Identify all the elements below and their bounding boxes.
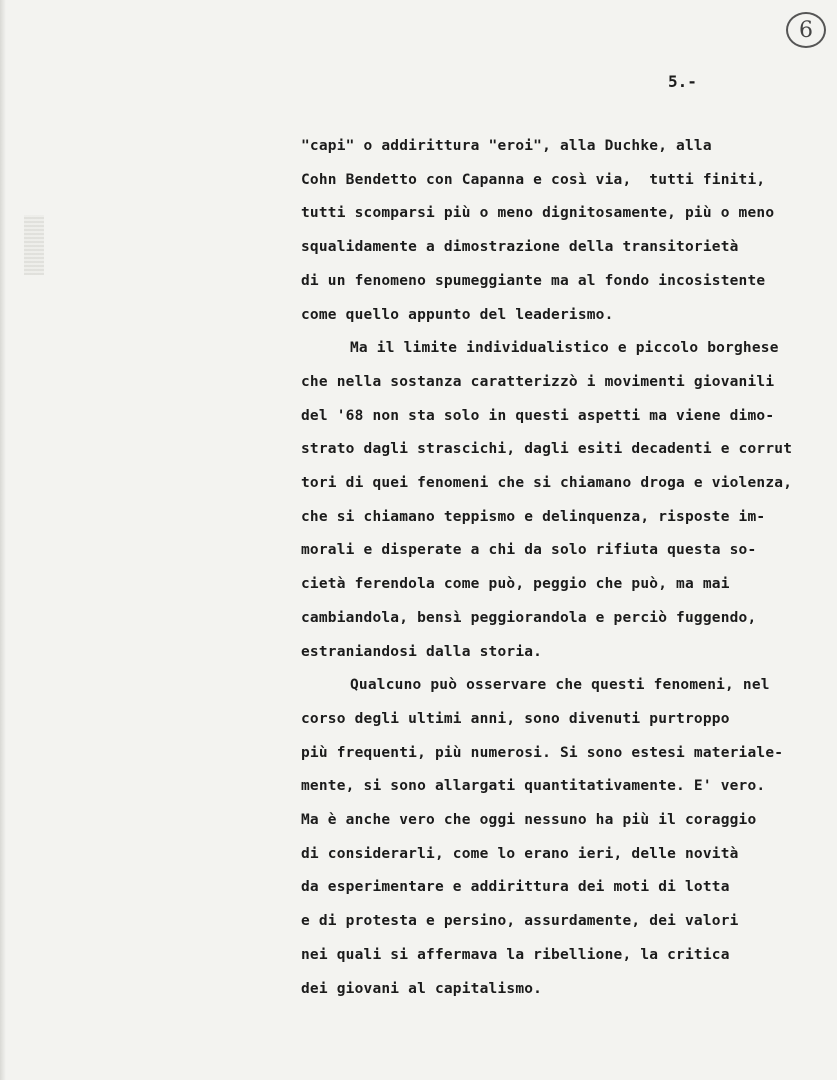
text-line: e di protesta e persino, assurdamente, dei valori — [301, 913, 739, 929]
text-line: morali e disperate a chi da solo rifiuta questa so- — [301, 542, 757, 558]
text-line: estraniandosi dalla storia. — [301, 644, 543, 660]
text-line: cietà ferendola come può, peggio che può, ma mai — [301, 576, 730, 592]
text-line: Ma il limite individualistico e piccolo borghese — [350, 340, 779, 356]
text-line: strato dagli strascichi, dagli esiti decadenti e corrut — [301, 441, 793, 457]
text-line: tutti scomparsi più o meno dignitosamente, più o meno — [301, 205, 775, 221]
text-line: mente, si sono allargati quantitativamente. E' vero. — [301, 778, 766, 794]
text-line: da esperimentare e addirittura dei moti di lotta — [301, 879, 730, 895]
text-line: del '68 non sta solo in questi aspetti ma viene dimo- — [301, 408, 775, 424]
text-line: di un fenomeno spumeggiante ma al fondo incosistente — [301, 273, 766, 289]
text-line: cambiandola, bensì peggiorandola e perciò fuggendo, — [301, 610, 757, 626]
text-line: corso degli ultimi anni, sono divenuti purtroppo — [301, 711, 730, 727]
text-line: Cohn Bendetto con Capanna e così via, tutti finiti, — [301, 172, 766, 188]
page-number: 5.- — [668, 72, 697, 91]
text-line: che nella sostanza caratterizzò i movimenti giovanili — [301, 374, 775, 390]
text-line: Qualcuno può osservare che questi fenomeni, nel — [350, 677, 770, 693]
text-line: "capi" o addirittura "eroi", alla Duchke, alla — [301, 138, 712, 154]
page-stamp: 6 — [786, 12, 826, 48]
text-line: più frequenti, più numerosi. Si sono estesi materiale- — [301, 745, 784, 761]
text-line: squalidamente a dimostrazione della transitorietà — [301, 239, 739, 255]
text-line: tori di quei fenomeni che si chiamano droga e violenza, — [301, 475, 793, 491]
text-line: come quello appunto del leaderismo. — [301, 307, 614, 323]
text-line: dei giovani al capitalismo. — [301, 981, 543, 997]
text-line: di considerarli, come lo erano ieri, delle novità — [301, 846, 739, 862]
text-line: che si chiamano teppismo e delinquenza, risposte im- — [301, 509, 766, 525]
scan-bleed-mark — [24, 215, 44, 275]
text-line: Ma è anche vero che oggi nessuno ha più il coraggio — [301, 812, 757, 828]
scan-edge-shadow — [0, 0, 6, 1080]
text-line: nei quali si affermava la ribellione, la critica — [301, 947, 730, 963]
